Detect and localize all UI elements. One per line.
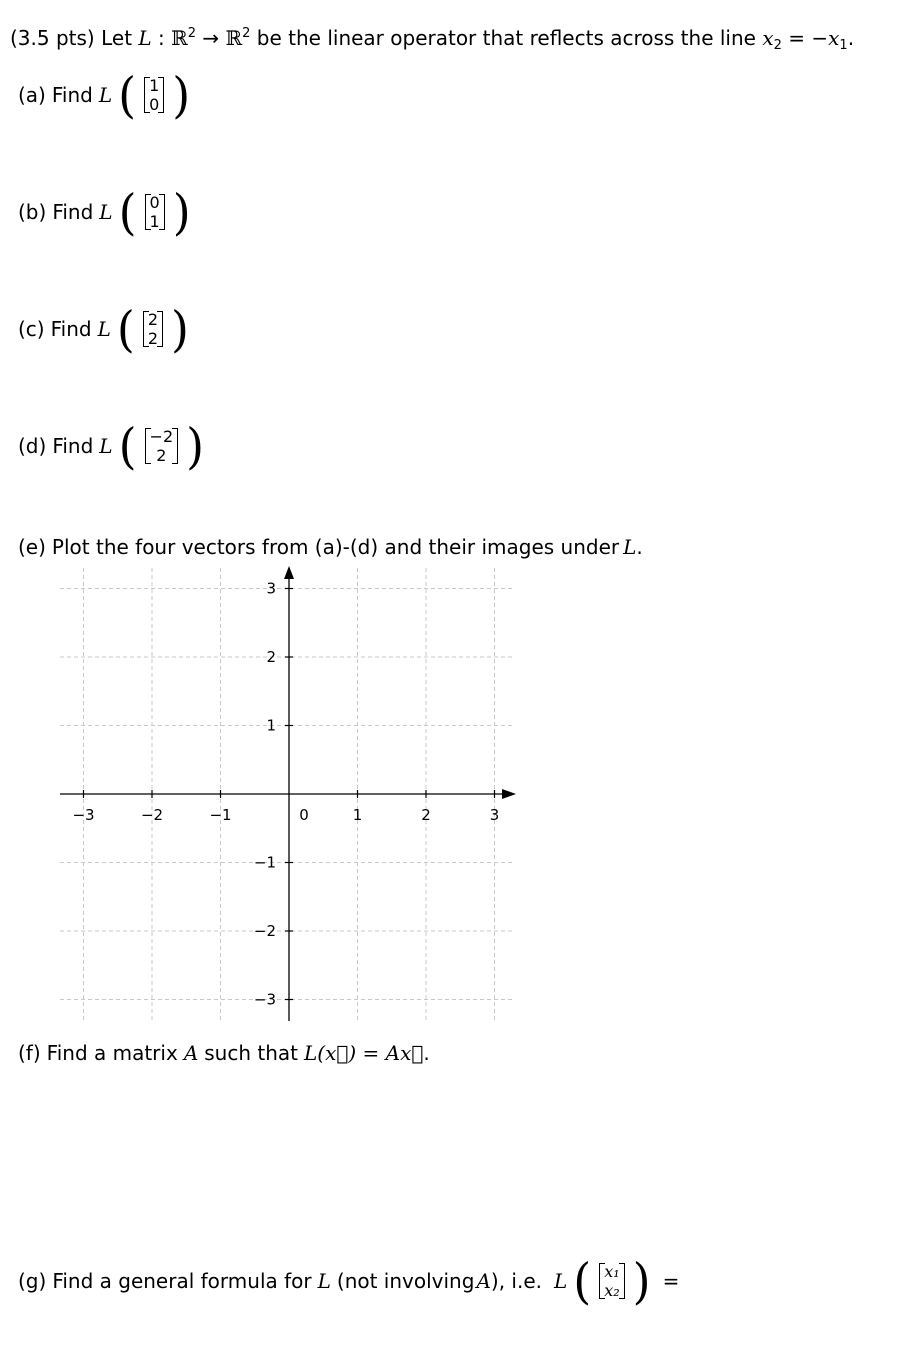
- part-c-label: (c): [18, 317, 45, 341]
- y-tick-label: 2: [266, 648, 276, 666]
- x-tick-label: −1: [209, 806, 232, 824]
- x-tick-label: 0: [299, 806, 309, 824]
- y-tick-label: −2: [253, 922, 276, 940]
- part-b: (b) Find L ( 0 1 ): [18, 183, 191, 241]
- part-f-label: (f): [18, 1041, 41, 1065]
- x-tick-label: −2: [140, 806, 164, 824]
- part-d-label: (d): [18, 434, 47, 458]
- vector-c: 2 2: [143, 310, 163, 348]
- axes: [60, 566, 516, 1021]
- vector-g: x₁ x₂: [599, 1262, 624, 1300]
- part-g: (g) Find a general formula for L (not involving A ), i.e. L ( x₁ x₂ ) =: [18, 1252, 680, 1310]
- vector-d: −2 2: [145, 427, 179, 465]
- problem-statement: (3.5 pts) Let L : ℝ$^2$ → ℝ$^2$ be the linear operator that reflects across the line $x_2 = -x_1$.: [10, 26, 855, 53]
- y-tick-label: −3: [253, 990, 276, 1009]
- part-d: (d) Find L ( −2 2 ): [18, 417, 205, 475]
- part-a-label: (a): [18, 83, 46, 107]
- x-tick-label: 1: [352, 806, 363, 824]
- part-b-label: (b): [18, 200, 47, 224]
- y-tick-label: 3: [266, 579, 276, 598]
- y-tick-label: −1: [253, 853, 276, 872]
- vector-b: 0 1: [145, 193, 165, 231]
- part-e: (e) Plot the four vectors from (a)-(d) and their images under L .: [18, 535, 643, 559]
- part-f: (f) Find a matrix A such that L(x⃗) = Ax⃗.: [18, 1041, 430, 1065]
- y-axis-arrow: [284, 566, 294, 579]
- part-g-label: (g): [18, 1269, 47, 1293]
- x-tick-label: 3: [489, 806, 500, 824]
- part-c: (c) Find L ( 2 2 ): [18, 300, 189, 358]
- y-tick-label: 1: [266, 716, 276, 735]
- x-axis-arrow: [502, 789, 516, 799]
- x-tick-label: 2: [421, 806, 431, 824]
- x-tick-label: −3: [72, 806, 95, 824]
- part-a: (a) Find L ( 1 0 ): [18, 66, 191, 124]
- points-label: (3.5 pts): [10, 26, 95, 50]
- vector-a: 1 0: [144, 76, 164, 114]
- part-e-label: (e): [18, 535, 46, 559]
